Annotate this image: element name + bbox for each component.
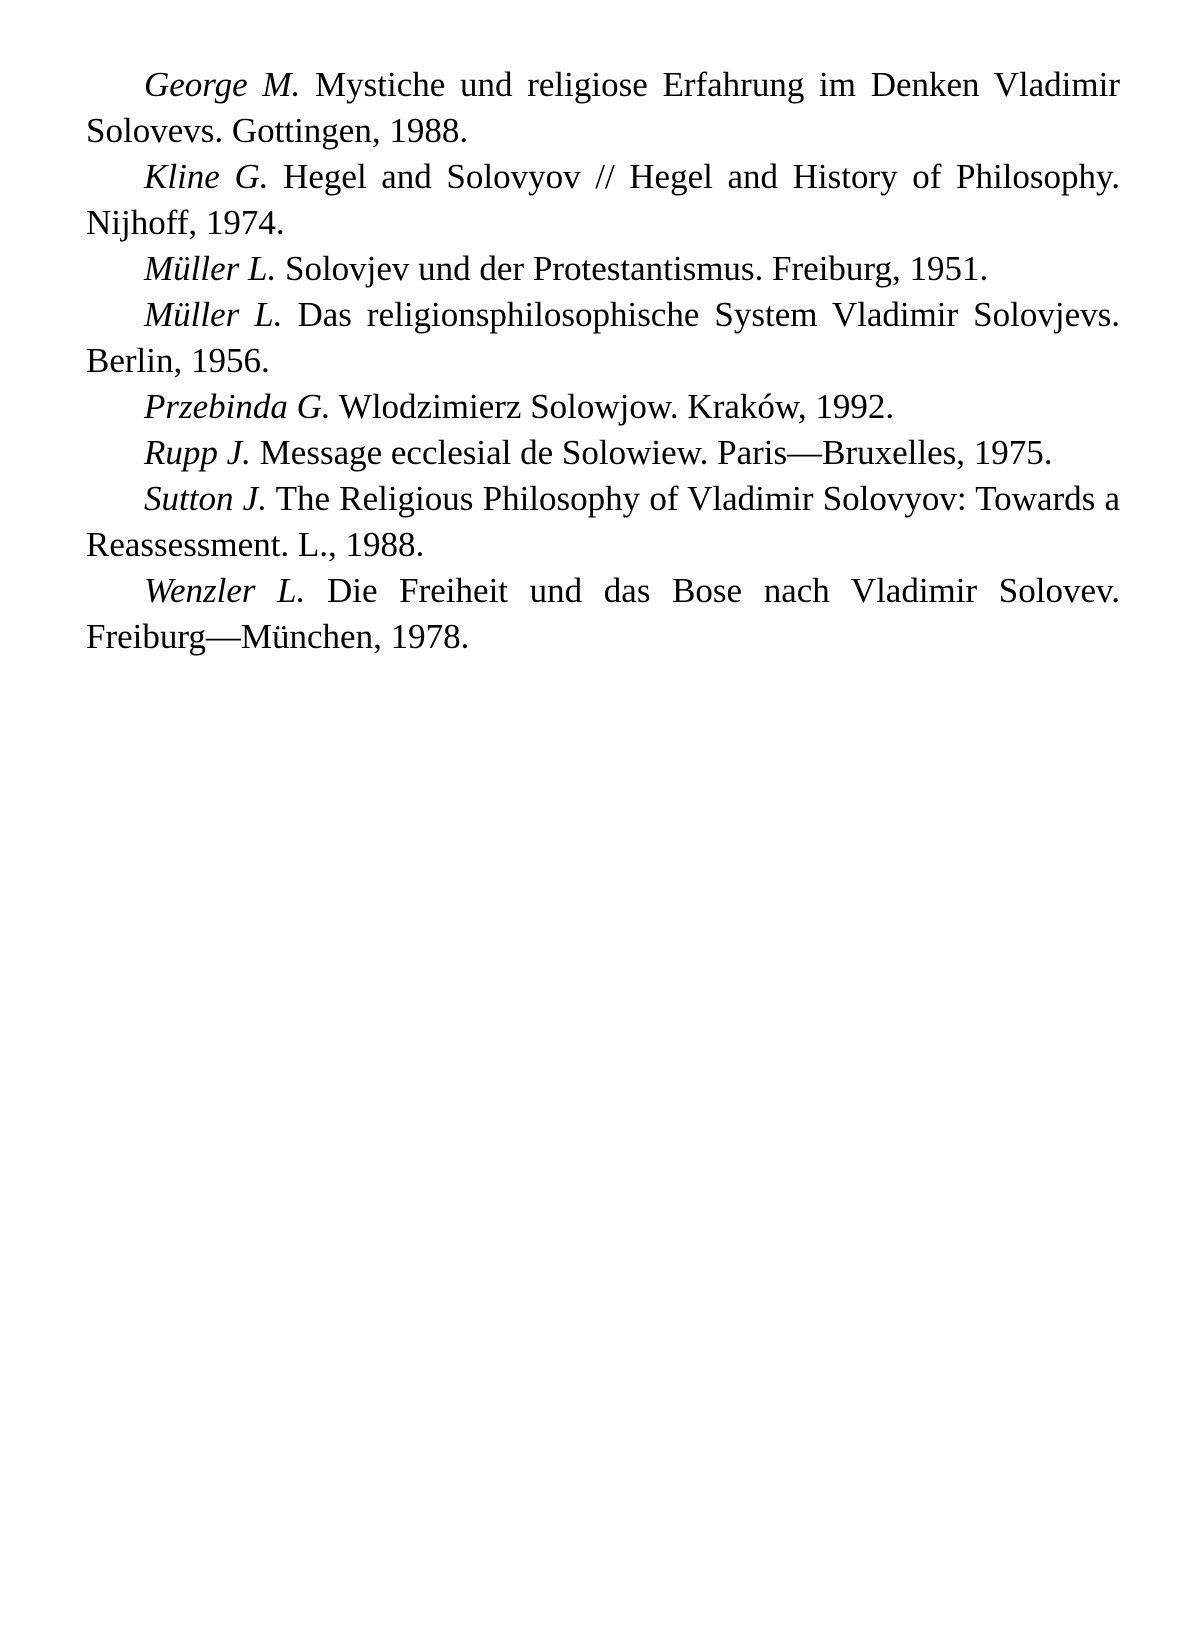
- bibliography-entry: [86, 430, 1120, 476]
- bibliography-entry: [86, 476, 1120, 568]
- bibliography-entry: [86, 62, 1120, 154]
- entry-text: Hegel and Solovyov // Hegel and History of Philosophy. Nijhoff, 1974.: [86, 157, 1121, 242]
- bibliography-entry: [86, 292, 1120, 384]
- entry-author: Kline G.: [144, 157, 269, 196]
- entry-text: Solovjev und der Protestantismus. Freiburg, 1951.: [284, 249, 989, 288]
- entry-text: Mystiche und religiose Erfahrung im Denken Vladimir Solovevs. Gottingen, 1988.: [86, 65, 1120, 150]
- entry-author: Müller L.: [144, 249, 277, 288]
- entry-text: Message ecclesial de Solowiew. Paris—Bruxelles, 1975.: [259, 433, 1053, 472]
- entry-author: Sutton J.: [144, 479, 267, 518]
- bibliography-entry: [86, 154, 1120, 246]
- bibliography-entry: [86, 384, 1120, 430]
- entry-text: Das religionsphilosophische System Vladimir Solovjevs. Berlin, 1956.: [86, 295, 1120, 380]
- entry-author: George M.: [144, 65, 301, 104]
- bibliography-entry: [86, 568, 1120, 660]
- entry-author: Rupp J.: [144, 433, 251, 472]
- entry-text: The Religious Philosophy of Vladimir Solovyov: Towards a Reassessment. L., 1988.: [86, 479, 1121, 564]
- entry-author: Przebinda G.: [144, 387, 331, 426]
- bibliography-entry: [86, 246, 1120, 292]
- entry-author: Müller L.: [144, 295, 283, 334]
- entry-author: Wenzler L.: [144, 571, 306, 610]
- bibliography-list: [86, 62, 1120, 660]
- entry-text: Die Freiheit und das Bose nach Vladimir Solovev. Freiburg—München, 1978.: [86, 571, 1120, 656]
- entry-text: Wlodzimierz Solowjow. Kraków, 1992.: [338, 387, 895, 426]
